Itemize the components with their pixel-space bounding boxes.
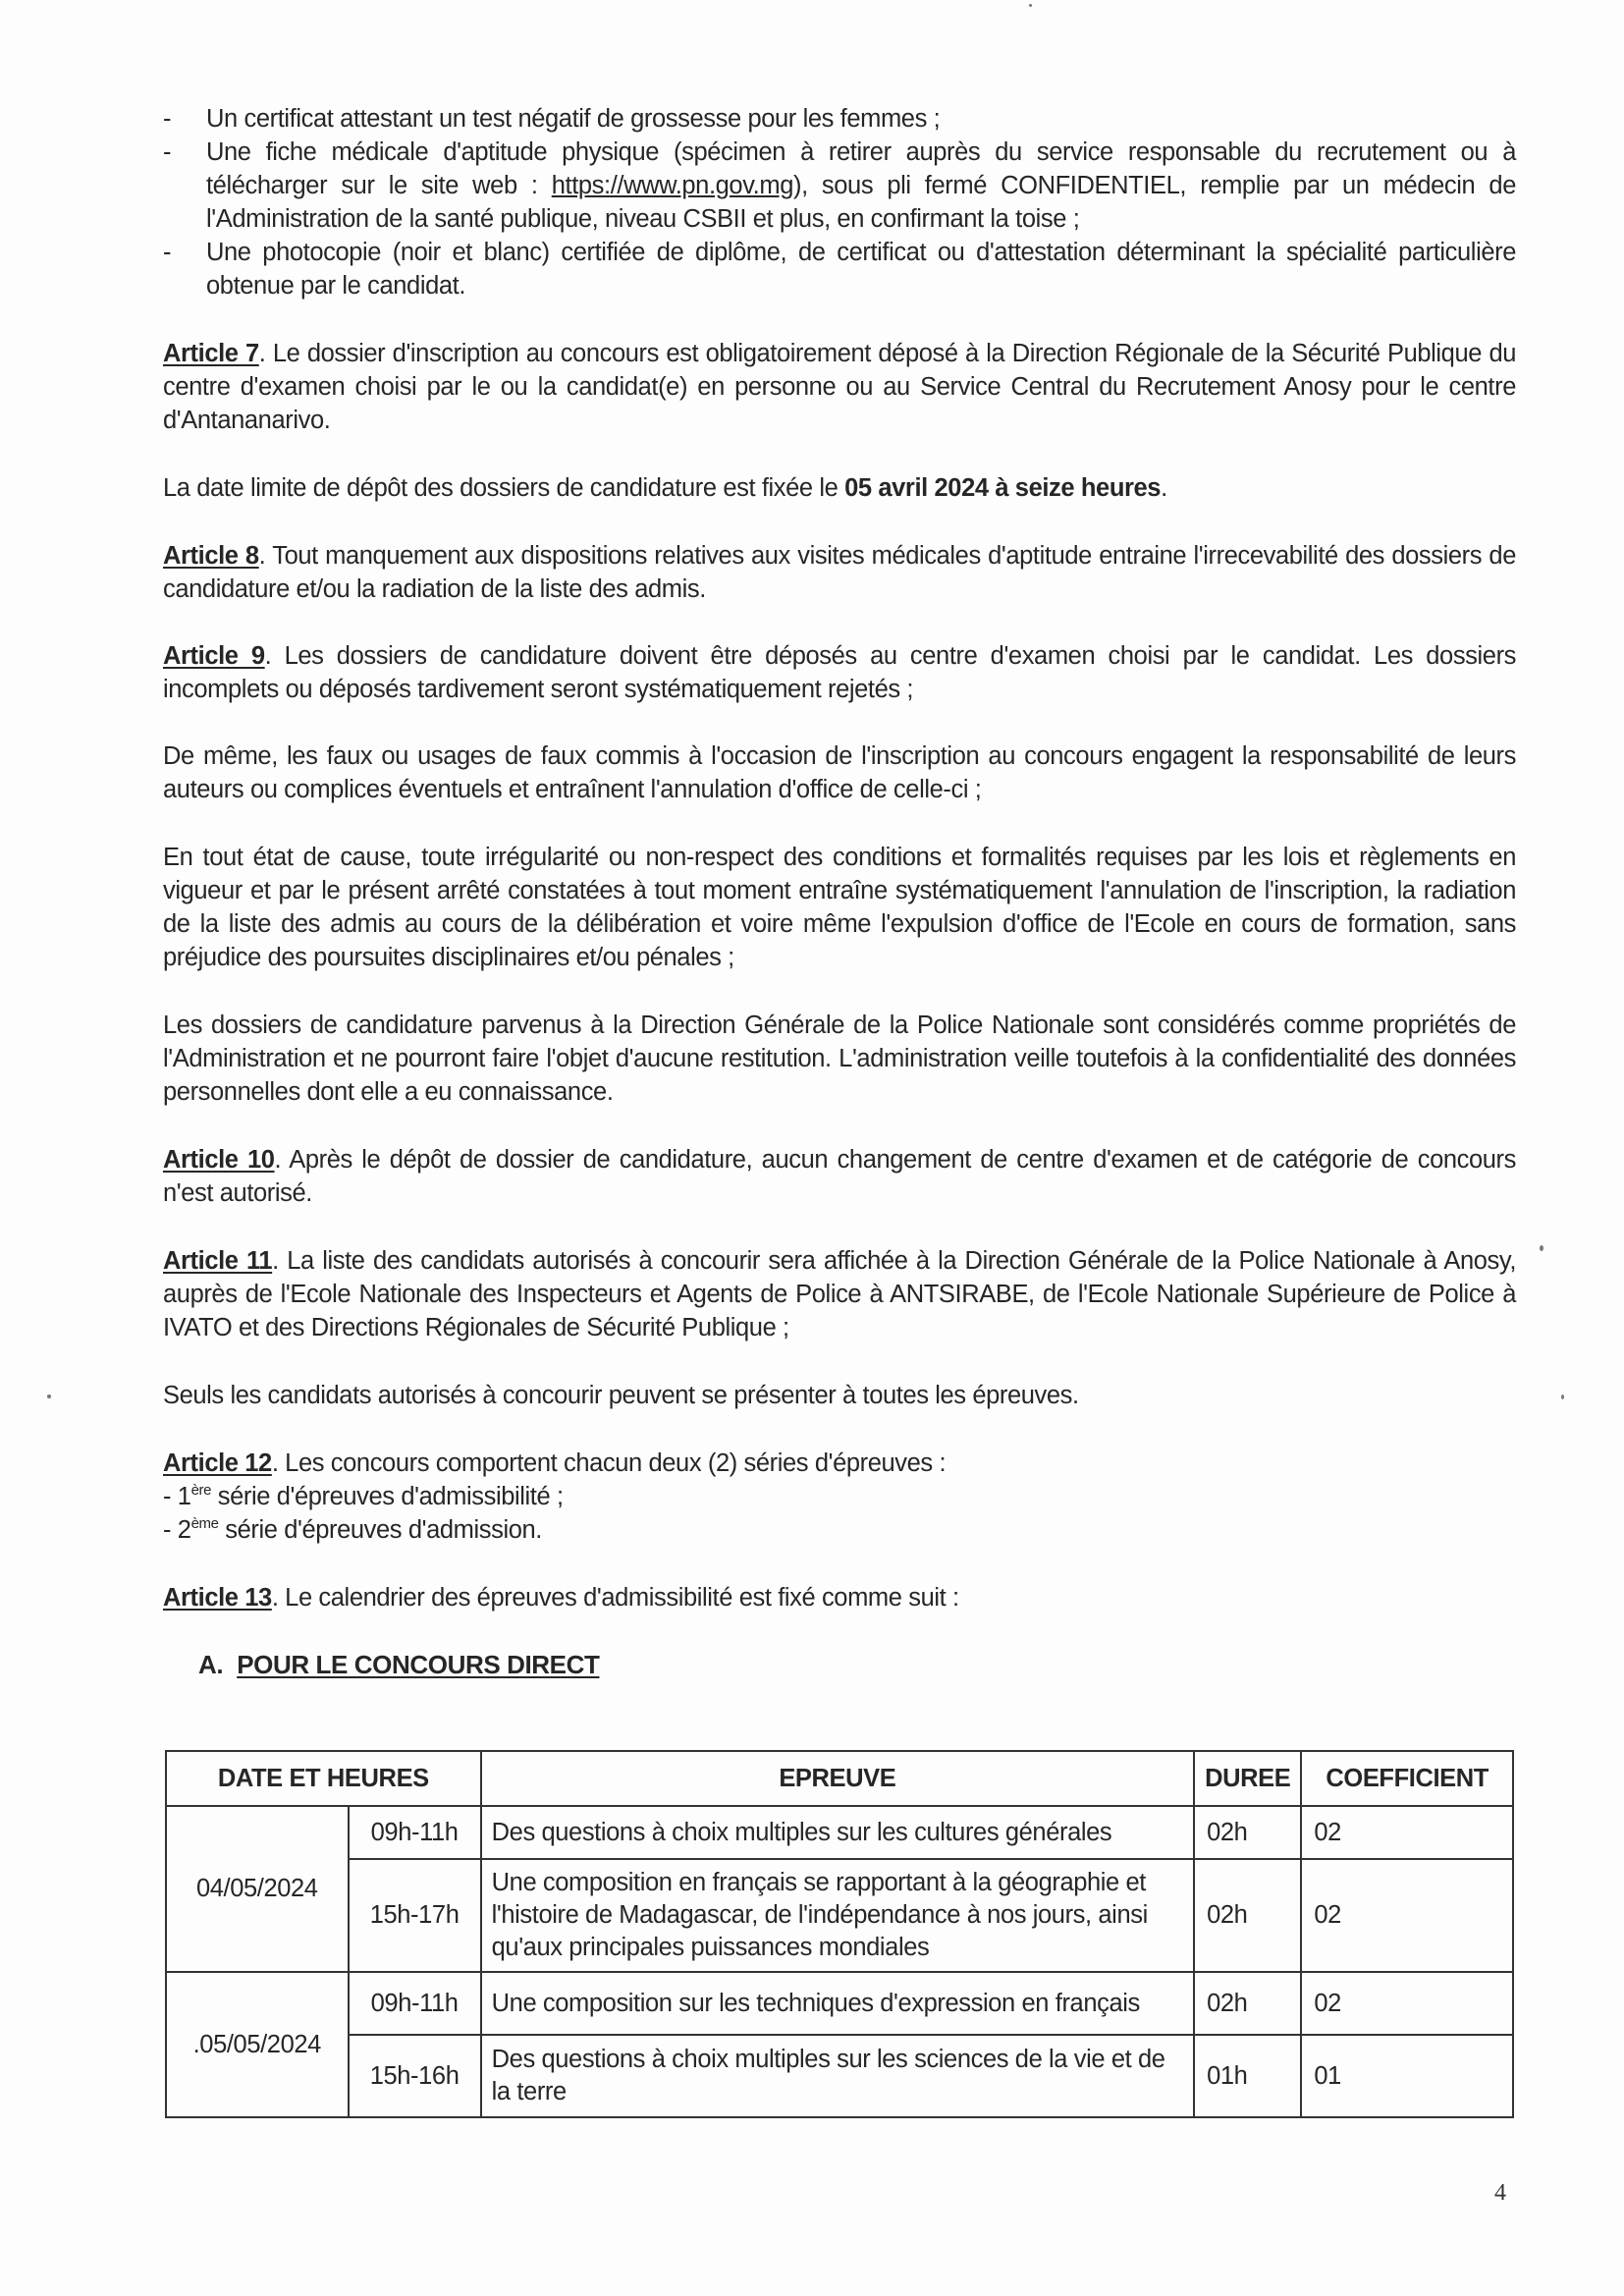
epreuve-cell: Des questions à choix multiples sur les cultures générales <box>481 1806 1194 1859</box>
exam-schedule-table <box>165 1750 1514 2118</box>
article-12-heading: Article 12 <box>163 1449 272 1477</box>
paragraph-faux: De même, les faux ou usages de faux commis à l'occasion de l'inscription au concours engagent la responsabilité de leurs auteurs ou complices éventuels et entraînent l'annulation d'office de celle-ci ; <box>163 742 1516 803</box>
date-cell: .05/05/2024 <box>166 1972 349 2117</box>
article-9-heading: Article 9 <box>163 642 265 670</box>
scan-speck <box>47 1394 51 1398</box>
requirements-list <box>163 102 1516 302</box>
epreuve-cell: Des questions à choix multiples sur les sciences de la vie et de la terre <box>481 2035 1194 2117</box>
time-cell: 15h-17h <box>349 1859 481 1972</box>
article-8-heading: Article 8 <box>163 542 259 570</box>
document-body <box>163 102 1516 1681</box>
scan-speck <box>1540 1245 1543 1251</box>
epreuve-cell: Une composition en français se rapportant à la géographie et l'histoire de Madagascar, de l'indépendance à nos jours, ainsi qu'aux principales puissances mondiales <box>481 1859 1194 1972</box>
table-row <box>166 1972 1513 2035</box>
article-12: Article 12. Les concours comportent chacun deux (2) séries d'épreuves : - 1ère série d'épreuves d'admissibilité ; - 2ème série d'épreuves d'admission. <box>163 1447 1516 1547</box>
article-13: Article 13. Le calendrier des épreuves d'admissibilité est fixé comme suit : <box>163 1584 959 1612</box>
coefficient-cell: 02 <box>1301 1806 1513 1859</box>
column-header-epreuve: EPREUVE <box>481 1751 1194 1806</box>
list-item: - 1ère série d'épreuves d'admissibilité ; <box>163 1480 1516 1513</box>
deadline-paragraph: La date limite de dépôt des dossiers de candidature est fixée le 05 avril 2024 à seize heures. <box>163 474 1167 502</box>
coefficient-cell: 02 <box>1301 1859 1513 1972</box>
scan-speck <box>1561 1394 1564 1399</box>
coefficient-cell: 01 <box>1301 2035 1513 2117</box>
deadline-date: 05 avril 2024 à seize heures <box>844 474 1162 502</box>
time-cell: 09h-11h <box>349 1806 481 1859</box>
article-7-heading: Article 7 <box>163 340 259 367</box>
article-9: Article 9. Les dossiers de candidature doivent être déposés au centre d'examen choisi par le candidat. Les dossiers incomplets ou déposés tardivement seront systématiquement rejetés ; <box>163 642 1517 703</box>
duree-cell: 02h <box>1194 1972 1301 2035</box>
table-row <box>166 1859 1513 1972</box>
article-13-heading: Article 13 <box>163 1584 272 1612</box>
article-7: Article 7. Le dossier d'inscription au concours est obligatoirement déposé à la Direction Régionale de la Sécurité Publique du centre d'examen choisi par le ou la candidat(e) en personne ou au Service Central du Recrutement Anosy pour le centre d'Antananarivo. <box>163 340 1517 434</box>
duree-cell: 02h <box>1194 1806 1301 1859</box>
article-11: Article 11. La liste des candidats autorisés à concourir sera affichée à la Direction Générale de la Police Nationale à Anosy, auprès de l'Ecole Nationale des Inspecteurs et Agents de Police à ANTSIRABE, de l'Ecole Nationale Supérieure de Police à IVATO et des Directions Régionales de Sécurité Publique ; <box>163 1247 1516 1341</box>
section-a-heading: A. POUR LE CONCOURS DIRECT <box>198 1650 600 1679</box>
scan-speck <box>1029 4 1032 7</box>
article-8: Article 8. Tout manquement aux dispositions relatives aux visites médicales d'aptitude entraine l'irrecevabilité des dossiers de candidature et/ou la radiation de la liste des admis. <box>163 542 1516 603</box>
paragraph-etat-de-cause: En tout état de cause, toute irrégularité ou non-respect des conditions et formalités requises par les lois et règlements en vigueur et par le présent arrêté constatées à tout moment entraîne systématiquement l'annulation de l'inscription, la radiation de la liste des admis au cours de la délibération et voire même l'expulsion d'office de l'Ecole en cours de formation, sans préjudice des poursuites disciplinaires et/ou pénales ; <box>163 844 1516 971</box>
coefficient-cell: 02 <box>1301 1972 1513 2035</box>
list-item: - Une photocopie (noir et blanc) certifiée de diplôme, de certificat ou d'attestation déterminant la spécialité particulière obtenue par le candidat. <box>163 236 1516 302</box>
page-number: 4 <box>1494 2180 1506 2206</box>
epreuve-cell: Une composition sur les techniques d'expression en français <box>481 1972 1194 2035</box>
column-header-duree: DUREE <box>1194 1751 1301 1806</box>
column-header-date: DATE ET HEURES <box>166 1751 481 1806</box>
article-10-heading: Article 10 <box>163 1146 275 1174</box>
article-11-heading: Article 11 <box>163 1247 273 1275</box>
table-header-row <box>166 1751 1513 1806</box>
date-cell: 04/05/2024 <box>166 1806 349 1972</box>
table-row <box>166 1806 1513 1859</box>
duree-cell: 02h <box>1194 1859 1301 1972</box>
article-10: Article 10. Après le dépôt de dossier de candidature, aucun changement de centre d'examen et de catégorie de concours n'est autorisé. <box>163 1146 1516 1207</box>
column-header-coefficient: COEFFICIENT <box>1301 1751 1513 1806</box>
time-cell: 09h-11h <box>349 1972 481 2035</box>
website-link[interactable]: https://www.pn.gov.mg <box>551 172 793 199</box>
table-row <box>166 2035 1513 2117</box>
series-list <box>163 1480 1516 1547</box>
time-cell: 15h-16h <box>349 2035 481 2117</box>
duree-cell: 01h <box>1194 2035 1301 2117</box>
list-item: - Un certificat attestant un test négatif de grossesse pour les femmes ; <box>163 102 1516 136</box>
list-item: - Une fiche médicale d'aptitude physique (spécimen à retirer auprès du service responsable du recrutement ou à télécharger sur le site web : https://www.pn.gov.mg), sous pli fermé CONFIDENTIEL, remplie par un médecin de l'Administration de la santé publique, niveau CSBII et plus, en confirmant la toise ; <box>163 136 1516 236</box>
paragraph-dossiers: Les dossiers de candidature parvenus à la Direction Générale de la Police Nationale sont considérés comme propriétés de l'Administration et ne pourront faire l'objet d'aucune restitution. L'administration veille toutefois à la confidentialité des données personnelles dont elle a eu connaissance. <box>163 1011 1516 1106</box>
paragraph-seuls: Seuls les candidats autorisés à concourir peuvent se présenter à toutes les épreuves. <box>163 1382 1079 1409</box>
list-item: - 2ème série d'épreuves d'admission. <box>163 1513 1516 1547</box>
